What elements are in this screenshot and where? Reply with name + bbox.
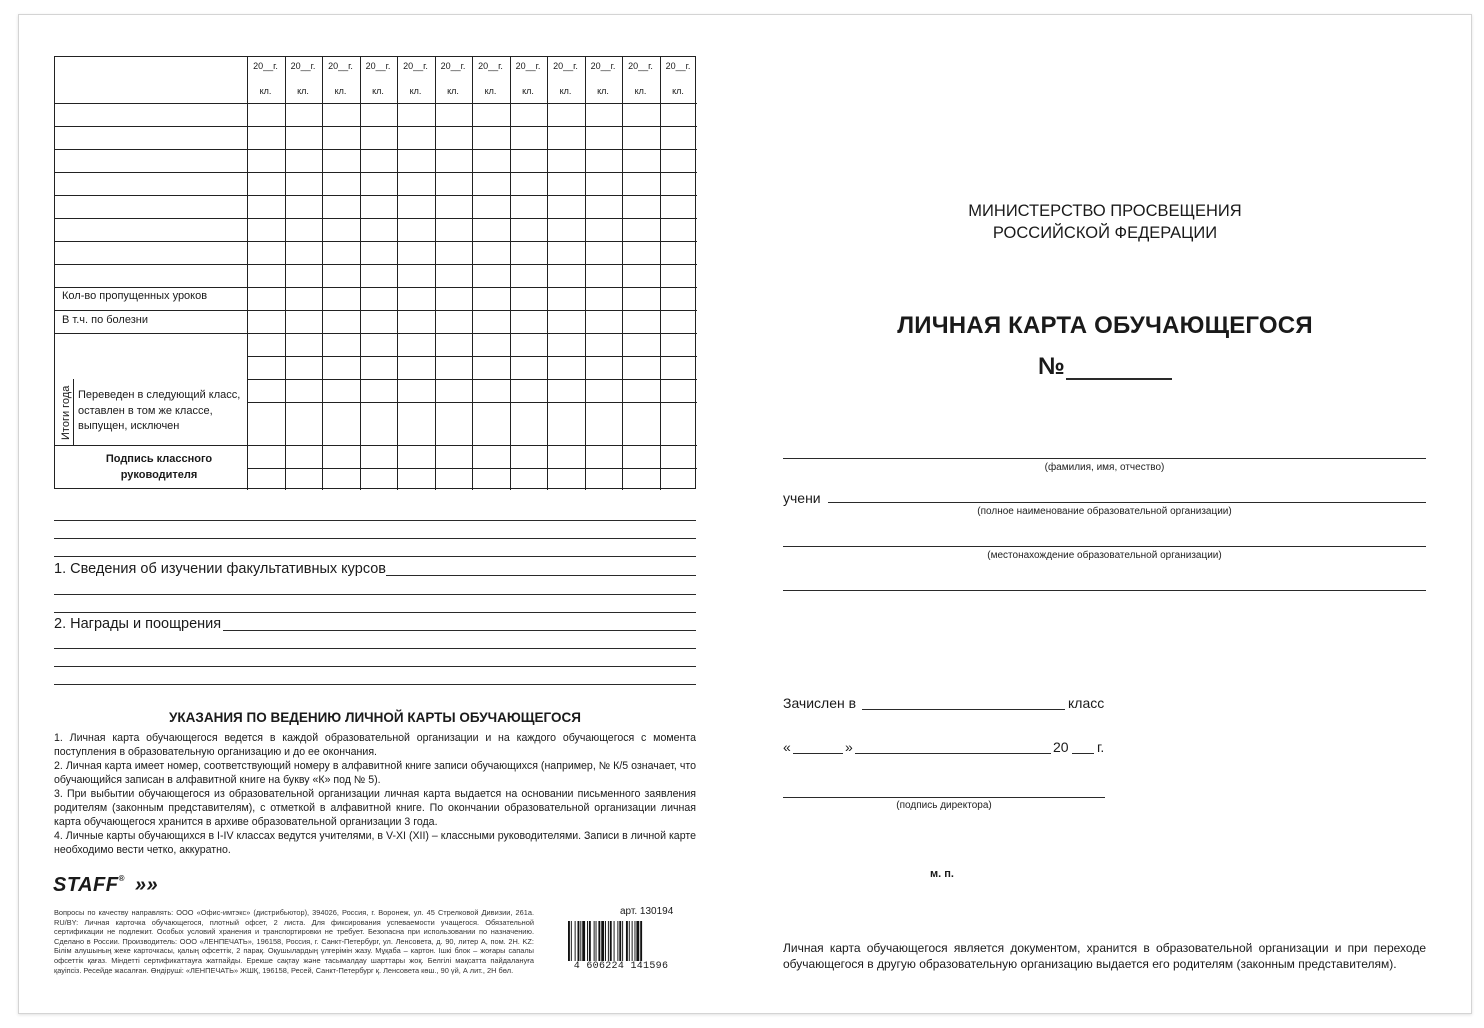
table-row-divider (55, 126, 697, 127)
table-row-divider (55, 241, 697, 242)
staff-logo: STAFF® »» (53, 874, 159, 896)
table-column-divider (472, 57, 473, 490)
table-row-divider (55, 103, 697, 104)
year-results-label: Переведен в следующий класс, оставлен в том же классе, выпущен, исключен (78, 389, 241, 432)
column-year-header: 20__г. (328, 61, 353, 71)
staff-logo-text: STAFF (53, 874, 119, 896)
date-close-quote: » (845, 739, 853, 755)
missed-lessons-label: Кол-во пропущенных уроков (62, 290, 208, 302)
column-class-header: кл. (259, 86, 272, 96)
year-results-vertical-label: Итоги года (60, 385, 72, 440)
column-class-header: кл. (672, 86, 684, 96)
card-number-field[interactable] (1066, 378, 1172, 380)
class-label: класс (1068, 695, 1105, 711)
organization-field[interactable] (828, 502, 1426, 503)
awards-line (223, 630, 696, 631)
instruction-item: 3. При выбытии обучающегося из образовательной организации личная карта выдается на основании письменного заявления родителям (законным представителям), с отметкой в алфавитной книге. По окончании образовательной организации личная карта обучающегося хранится в архиве образовательной организации 3 года. (54, 788, 696, 828)
column-class-header: кл. (334, 86, 347, 96)
column-year-header: 20__г. (665, 61, 691, 71)
class-teacher-signature-label: Подпись классного руководителя (105, 453, 213, 481)
column-class-header: кл. (409, 86, 422, 96)
fio-field[interactable] (783, 458, 1426, 459)
date-day-field[interactable] (793, 753, 843, 754)
blank-line (54, 648, 696, 649)
blank-line (54, 538, 696, 539)
date-year-field[interactable] (1072, 753, 1094, 754)
ministry-name (900, 200, 1310, 244)
column-class-header: кл. (447, 86, 459, 96)
table-column-divider (585, 57, 586, 490)
table-column-divider (397, 57, 398, 490)
barcode-icon (566, 921, 676, 961)
column-class-header: кл. (522, 86, 534, 96)
blank-line (54, 666, 696, 667)
stamp-place: м. п. (930, 868, 954, 880)
table-row-divider (247, 356, 697, 357)
instruction-item: 2. Личная карта имеет номер, соответствующий номеру в алфавитной книге записи обучающихся (например, № К/5 означает, что обучающийся записан в алфавитной книге на букву «К» под № 5). (54, 760, 696, 786)
column-year-header: 20__г. (403, 61, 428, 71)
table-row-divider (247, 468, 697, 469)
table-row-divider (55, 287, 697, 288)
table-row-divider (55, 218, 697, 219)
column-class-header: кл. (597, 86, 609, 96)
column-year-header: 20__г. (253, 61, 278, 71)
blank-line (54, 556, 696, 557)
date-open-quote: « (783, 739, 791, 755)
staff-logo-chevrons: »» (134, 874, 159, 896)
ministry-line-1: МИНИСТЕРСТВО ПРОСВЕЩЕНИЯ (968, 202, 1242, 220)
awards-heading: 2. Награды и поощрения (54, 616, 222, 632)
table-column-divider (285, 57, 286, 490)
table-column-divider (660, 57, 661, 490)
year-suffix: г. (1097, 739, 1105, 755)
electives-line (386, 575, 696, 576)
table-row-divider (55, 195, 697, 196)
student-label: учени (783, 490, 821, 506)
sick-lessons-label: В т.ч. по болезни (62, 314, 148, 326)
blank-line (54, 520, 696, 521)
table-row-divider (55, 172, 697, 173)
manufacturer-fine-print: Вопросы по качеству направлять: ООО «Офис-имтэкс» (дистрибьютор), 394026, Россия, г. Воронеж, ул. 45 Стрелковой Дивизии, 261а. RU/BY: Личная карточка обучающегося, плотный офсет, 2 листа. Для фиксирования успеваемости учащегося. Обязательной сертификации не подлежит. Особых условий хранения и транспортировки не требует. Безопасна при использовании по назначению. Сделано в России. Производитель: ООО «ЛЕНПЕЧАТЬ», 196158, Россия, г. Санкт-Петербург, ул. Ленсовета, д. 90, литер А, пом. 2Н. KZ: Білім алушының жеке карточкасы, қалың офсеттік, 2 парақ. Оқушылардың үлгерімін жазу. Мұқаба – картон. Ішкі блок – жоғары сапалы офсеттік қағаз. Міндетті сертификаттауға жатпайды. Ерекше сақтау және тасымалдау шарттары жоқ. Белгілі мақсатта пайдалануға қауіпсіз. Ресейде жасалған. Өндіруші: «ЛЕНПЕЧАТЬ» ЖШҚ, 196158, Ресей, Санкт-Петербург қ. Ленсовета көш., 90 үй, А лит., 2Н бөл. (54, 908, 534, 975)
card-title: ЛИЧНАЯ КАРТА ОБУЧАЮЩЕГОСЯ (897, 312, 1313, 339)
instruction-item: 1. Личная карта обучающегося ведется в каждой образовательной организации и на каждого обучающегося с момента поступления в образовательную организацию и до ее окончания. (54, 732, 696, 758)
date-month-field[interactable] (855, 753, 1051, 754)
column-class-header: кл. (372, 86, 384, 96)
table-row-divider (247, 379, 697, 380)
article-number: арт. 130194 (620, 906, 674, 917)
electives-heading: 1. Сведения об изучении факультативных курсов (54, 561, 387, 577)
table-row-divider (55, 149, 697, 150)
table-column-divider (360, 57, 361, 490)
column-year-header: 20__г. (553, 61, 578, 71)
table-row-divider (247, 402, 697, 403)
table-column-divider (510, 57, 511, 490)
column-year-header: 20__г. (440, 61, 466, 71)
table-row-divider (55, 264, 697, 265)
table-column-divider (622, 57, 623, 490)
barcode-number: 4 606224 141596 (573, 961, 669, 972)
column-year-header: 20__г. (515, 61, 541, 71)
column-class-header: кл. (297, 86, 309, 96)
year-prefix: 20 (1053, 739, 1069, 755)
blank-line (54, 684, 696, 685)
column-class-header: кл. (484, 86, 497, 96)
column-class-header: кл. (559, 86, 572, 96)
blank-line (54, 612, 696, 613)
blank-line (783, 590, 1426, 591)
table-column-divider (247, 57, 248, 490)
location-caption: (местонахождение образовательной организации) (987, 550, 1222, 561)
location-field[interactable] (783, 546, 1426, 547)
column-class-header: кл. (634, 86, 647, 96)
table-row-divider (55, 310, 697, 311)
table-column-divider (322, 57, 323, 490)
director-signature-caption: (подпись директора) (896, 800, 992, 811)
organization-caption: (полное наименование образовательной организации) (977, 506, 1232, 517)
column-year-header: 20__г. (478, 61, 503, 71)
table-column-divider (73, 379, 74, 445)
table-row-divider (55, 445, 697, 446)
director-signature-field[interactable] (783, 797, 1105, 798)
number-sign: № (1038, 353, 1065, 380)
table-column-divider (435, 57, 436, 490)
column-year-header: 20__г. (365, 61, 391, 71)
table-row-divider (55, 333, 697, 334)
table-column-divider (547, 57, 548, 490)
footer-note: Личная карта обучающегося является документом, хранится в образовательной организации и при переходе обучающегося в другую образовательную организацию выдается его родителям (законным представителям). (783, 941, 1426, 971)
ministry-line-2: РОССИЙСКОЙ ФЕДЕРАЦИИ (992, 224, 1218, 242)
instructions-list (54, 731, 696, 857)
column-year-header: 20__г. (628, 61, 653, 71)
instruction-item: 4. Личные карты обучающихся в I-IV классах ведутся учителями, в V-XI (XII) – классными руководителями. Записи в личной карте необходимо вести четко, аккуратно. (54, 830, 696, 856)
fio-caption: (фамилия, имя, отчество) (1044, 462, 1165, 473)
column-year-header: 20__г. (590, 61, 616, 71)
column-year-header: 20__г. (290, 61, 316, 71)
blank-line (54, 594, 696, 595)
enrolled-class-field[interactable] (862, 709, 1065, 710)
enrolled-label: Зачислен в (783, 695, 857, 711)
instructions-title: УКАЗАНИЯ ПО ВЕДЕНИЮ ЛИЧНОЙ КАРТЫ ОБУЧАЮЩЕГОСЯ (169, 710, 581, 725)
